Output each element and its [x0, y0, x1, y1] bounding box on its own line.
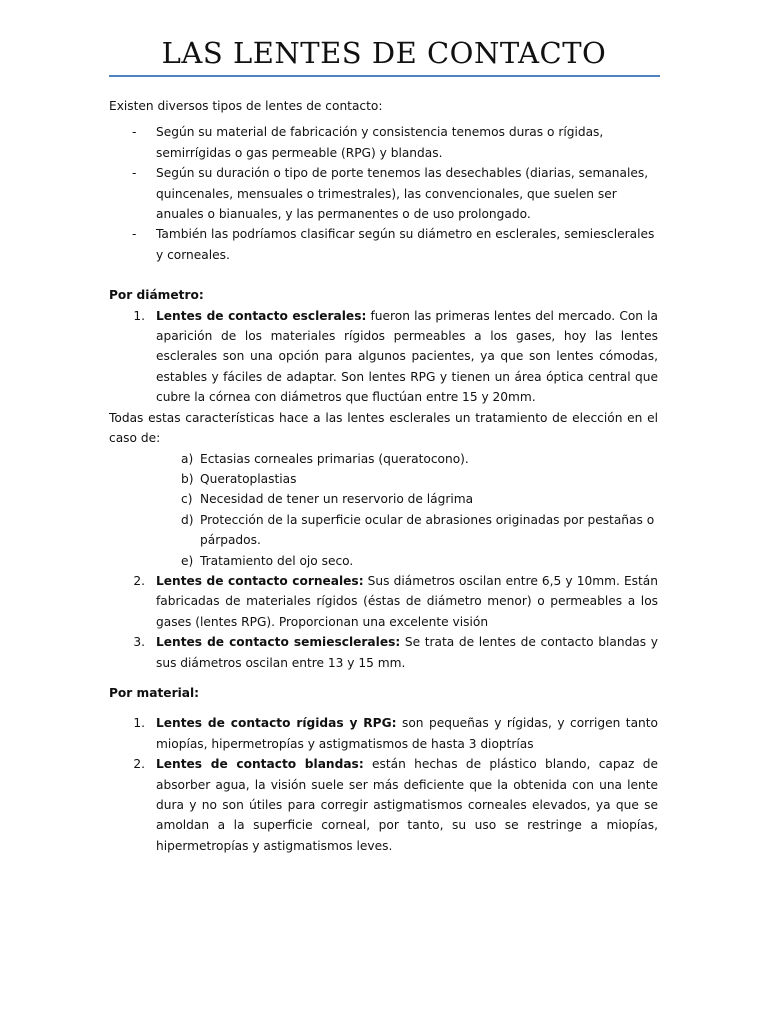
alpha-list-item: [109, 469, 658, 489]
item-number: 2.: [133, 757, 145, 772]
document-title: LAS LENTES DE CONTACTO: [161, 36, 607, 70]
dash-list-item: [109, 122, 658, 163]
section-heading-material: Por material:: [109, 685, 200, 700]
item-text: Lentes de contacto rígidas y RPG: son pequeñas y rígidas, y corrigen tanto miopías, hipermetropías y astigmatismos de hasta 3 dioptrías: [156, 716, 659, 751]
dash-bullet: -: [132, 125, 137, 140]
item-term: Lentes de contacto blandas:: [156, 757, 364, 772]
alpha-list-item: [109, 449, 658, 469]
alpha-marker: d): [181, 512, 194, 527]
item-text: Lentes de contacto blandas: están hechas de plástico blando, capaz de absorber agua, la visión suele ser más deficiente que la obtenida con una lente dura y no son útiles para corregir astigmatismos corneales elevados, ya que se amoldan a la superficie corneal, por tanto, su uso se restringe a miopías, hipermetropías y astigmatismos leves.: [156, 757, 658, 853]
alpha-marker: a): [181, 451, 194, 466]
numbered-item: [109, 571, 658, 632]
document-body: [109, 96, 658, 856]
item-term: Lentes de contacto esclerales:: [156, 308, 367, 323]
numbered-item: [109, 632, 658, 673]
numbered-item: [109, 306, 658, 408]
dash-list-item: [109, 163, 658, 224]
item-number: 3.: [133, 635, 145, 650]
alpha-list-item: [109, 551, 658, 571]
alpha-list-item: [109, 489, 658, 509]
title-underline: [109, 75, 660, 77]
item-number: 1.: [133, 716, 145, 731]
alpha-item-text: Ectasias corneales primarias (queratocono).: [200, 451, 469, 466]
alpha-item-text: Necesidad de tener un reservorio de lágrima: [200, 492, 474, 507]
dash-bullet: -: [132, 166, 137, 181]
item-text: Lentes de contacto esclerales: fueron las primeras lentes del mercado. Con la aparición de los materiales rígidos permeables a los gases, hoy las lentes esclerales son una opción para algunos pacientes, ya que son lentes cómodas, estables y fáciles de adaptar. Son lentes RPG y tienen un área óptica central que cubre la córnea con diámetros que fluctúan entre 15 y 20mm.: [156, 308, 659, 405]
dash-item-text: Según su duración o tipo de porte tenemos las desechables (diarias, semanales, quincenales, mensuales o trimestrales), las convencionales, que suelen ser anuales o bianuales, y las permanentes o de uso prolongado.: [156, 166, 649, 222]
intro-paragraph: Existen diversos tipos de lentes de contacto:: [109, 99, 383, 113]
item-term: Lentes de contacto rígidas y RPG:: [156, 716, 397, 731]
alpha-item-text: Protección de la superficie ocular de abrasiones originadas por pestañas o párpados.: [200, 512, 655, 548]
dash-item-text: También las podríamos clasificar según su diámetro en esclerales, semiesclerales y corneales.: [156, 227, 655, 262]
item-text: Lentes de contacto corneales: Sus diámetros oscilan entre 6,5 y 10mm. Están fabricadas de materiales rígidos (éstas de diámetro menor) o permeables a los gases (lentes RPG). Proporcionan una excelente visión: [156, 573, 658, 629]
item-text: Lentes de contacto semiesclerales: Se trata de lentes de contacto blandas y sus diámetros oscilan entre 13 y 15 mm.: [156, 635, 658, 670]
alpha-item-text: Queratoplastias: [200, 471, 297, 486]
section-heading-diametro: Por diámetro:: [109, 288, 204, 303]
item-number: 2.: [133, 573, 145, 588]
alpha-list-item: [109, 510, 658, 551]
dash-list-item: [109, 224, 658, 265]
item-term: Lentes de contacto corneales:: [156, 573, 364, 588]
alpha-marker: c): [181, 492, 193, 507]
dash-bullet: -: [132, 227, 137, 242]
item-number: 1.: [133, 308, 145, 323]
alpha-marker: e): [181, 553, 194, 568]
dash-item-text: Según su material de fabricación y consistencia tenemos duras o rígidas, semirrígidas o gas permeable (RPG) y blandas.: [156, 125, 604, 160]
numbered-item: [109, 713, 658, 754]
note-paragraph: Todas estas características hace a las lentes esclerales un tratamiento de elección en el caso de:: [109, 410, 658, 446]
numbered-item: [109, 754, 658, 856]
item-term: Lentes de contacto semiesclerales:: [156, 635, 401, 650]
alpha-marker: b): [181, 471, 194, 486]
alpha-item-text: Tratamiento del ojo seco.: [200, 553, 354, 568]
